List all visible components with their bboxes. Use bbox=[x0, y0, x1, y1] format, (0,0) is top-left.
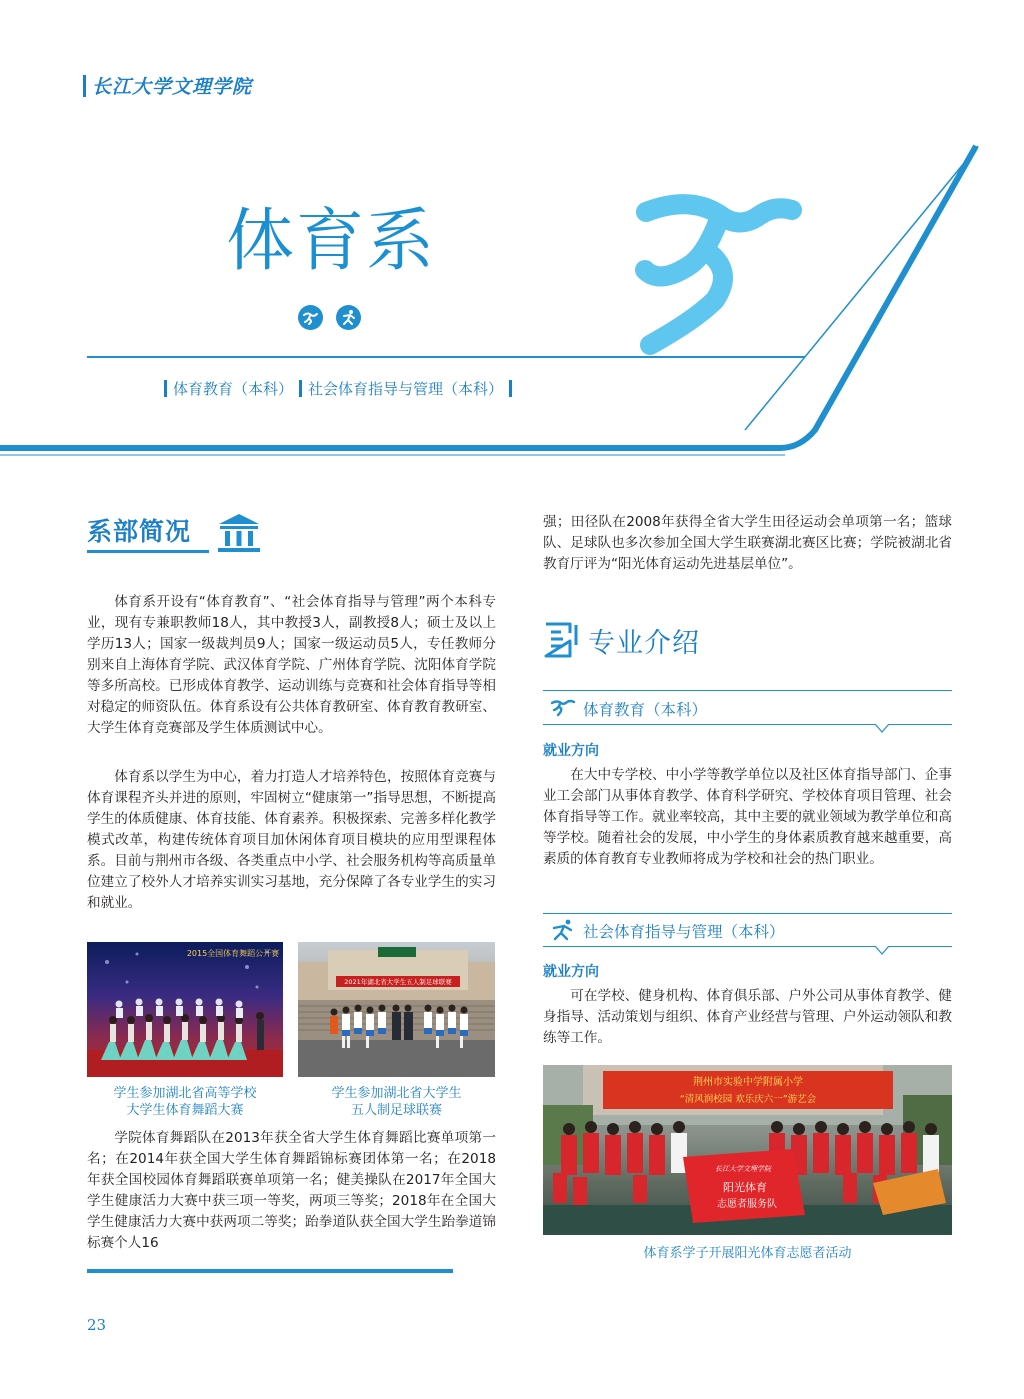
page-number: 23 bbox=[87, 1316, 107, 1334]
runner-figure-icon bbox=[645, 204, 792, 345]
photo3-caption: 体育系学子开展阳光体育志愿者活动 bbox=[643, 1246, 852, 1261]
dancer-icon bbox=[549, 918, 577, 942]
overview-paragraph-2: 体育系以学生为中心，着力打造人才培养特色，按照体育竞赛与体育课程齐头并进的原则，牢固树立“健康第一”指导思想，不断提高学生的体质健康、体育技能、体育素养。积极探索、完善多样化教学模式改革，构建传统体育项目加休闲体育项目模块的应用型课程体系。目前与荆州市各级、各类重点中小学、社会服务机构等高质量单位建立了校外人才培养实训实习基地，充分保障了各专业学生的实习和就业。 bbox=[87, 769, 496, 911]
major1-rule-top bbox=[543, 690, 952, 691]
overview-paragraph-1: 体育系开设有“体育教育”、“社会体育指导与管理”两个本科专业，现有专兼职教师18人，其中教授3人，副教授8人；硕士及以上学历13人；国家一级裁判员9人；国家一级运动员5人，专任教师分别来自上海体育学院、武汉体育学院、广州体育学院、沈阳体育学院等多所高校。已形成体育教学、运动训练与竞赛和社会体育指导等相对稳定的师资队伍。体育系设有公共体育教研室、体育教育教研室、大学生体育竞赛部及学生体质测试中心。 bbox=[87, 594, 496, 736]
photo3-flag-line1: 阳光体育 bbox=[723, 1181, 767, 1194]
photo3-flag-line2: 志愿者服务队 bbox=[717, 1199, 777, 1210]
temple-icon bbox=[216, 512, 262, 554]
photo2-caption: 学生参加湖北省大学生 五人制足球联赛 bbox=[331, 1086, 462, 1118]
major2-rule-bottom bbox=[543, 946, 952, 947]
hero-decoration bbox=[0, 140, 1024, 460]
overview-paragraph-3: 学院体育舞蹈队在2013年获全省大学生体育舞蹈比赛单项第一名；在2014年获全国大学生体育舞蹈锦标赛团体第一名；在2018年获全国校园体育舞蹈联赛单项第一名；健美操队在2017年全国大学生健康活力大赛中获三项一等奖，两项三等奖；2018年在全国大学生健康活力大赛中获两项二等奖；跆拳道队获全国大学生跆拳道锦标赛个人16 bbox=[87, 1130, 496, 1251]
major1-rule-bottom bbox=[543, 724, 952, 725]
chevron-down-icon bbox=[874, 724, 890, 733]
runner-icon bbox=[549, 697, 577, 719]
dance-competition-photo bbox=[87, 942, 283, 1077]
overview-heading: 系部简况 bbox=[87, 517, 192, 546]
major-2-label: 社会体育指导与管理（本科） bbox=[308, 380, 504, 398]
major2-title: 社会体育指导与管理（本科） bbox=[583, 923, 785, 941]
runner-badge-icon bbox=[298, 305, 323, 330]
photo1-banner: 2015全国体育舞蹈公开赛 bbox=[186, 949, 280, 958]
major2-rule-top bbox=[543, 913, 952, 914]
major2-career-text: 可在学校、健身机构、体育俱乐部、户外公司从事体育教学、健身指导、活动策划与组织、体育产业经营与管理、户外运动领队和教练等工作。 bbox=[543, 988, 952, 1046]
majors-line bbox=[158, 378, 518, 399]
major-1-label: 体育教育（本科） bbox=[173, 380, 294, 398]
major1-career-label: 就业方向 bbox=[543, 743, 599, 759]
logo-accent-bar bbox=[83, 75, 86, 97]
photo3-banner-line2: “清风润校园 欢乐庆六一”游艺会 bbox=[679, 1094, 817, 1105]
overview-heading-underline bbox=[87, 550, 209, 553]
major1-title: 体育教育（本科） bbox=[583, 701, 708, 719]
major2-career-label: 就业方向 bbox=[543, 964, 599, 980]
photo3-banner-line1: 荆州市实验中学附属小学 bbox=[693, 1077, 803, 1088]
photo3-flag-school: 长江大学文理学院 bbox=[715, 1165, 771, 1173]
header-divider bbox=[87, 356, 805, 358]
school-logo-text: 长江大学文理学院 bbox=[92, 76, 253, 98]
dancer-badge-icon bbox=[336, 305, 361, 330]
photo1-caption: 学生参加湖北省高等学校 大学生体育舞蹈大赛 bbox=[113, 1086, 257, 1118]
overview-paragraph-4: 强；田径队在2008年获得全省大学生田径运动会单项第一名；篮球队、足球队也多次参加全国大学生联赛湖北赛区比赛；学院被湖北省教育厅评为“阳光体育运动先进基层单位”。 bbox=[543, 514, 952, 572]
chevron-down-icon bbox=[874, 946, 890, 955]
document-icon bbox=[543, 621, 579, 659]
football-league-photo bbox=[298, 942, 495, 1077]
department-title: 体育系 bbox=[226, 202, 437, 281]
majors-intro-heading: 专业介绍 bbox=[588, 628, 700, 659]
photo2-banner: 2021年湖北省大学生五人制足球联赛 bbox=[344, 978, 452, 986]
volunteer-activity-photo bbox=[543, 1065, 952, 1235]
major1-career-text: 在大中专学校、中小学等教学单位以及社区体育指导部门、企事业工会部门从事体育教学、体育科学研究、学校体育项目管理、社会体育指导等工作。就业率较高，其中主要的就业领域为教学单位和高等学校。随着社会的发展，中小学生的身体素质教育越来越重要，高素质的体育教育专业教师将成为学校和社会的热门职业。 bbox=[543, 767, 952, 867]
footer-rule bbox=[87, 1269, 453, 1273]
